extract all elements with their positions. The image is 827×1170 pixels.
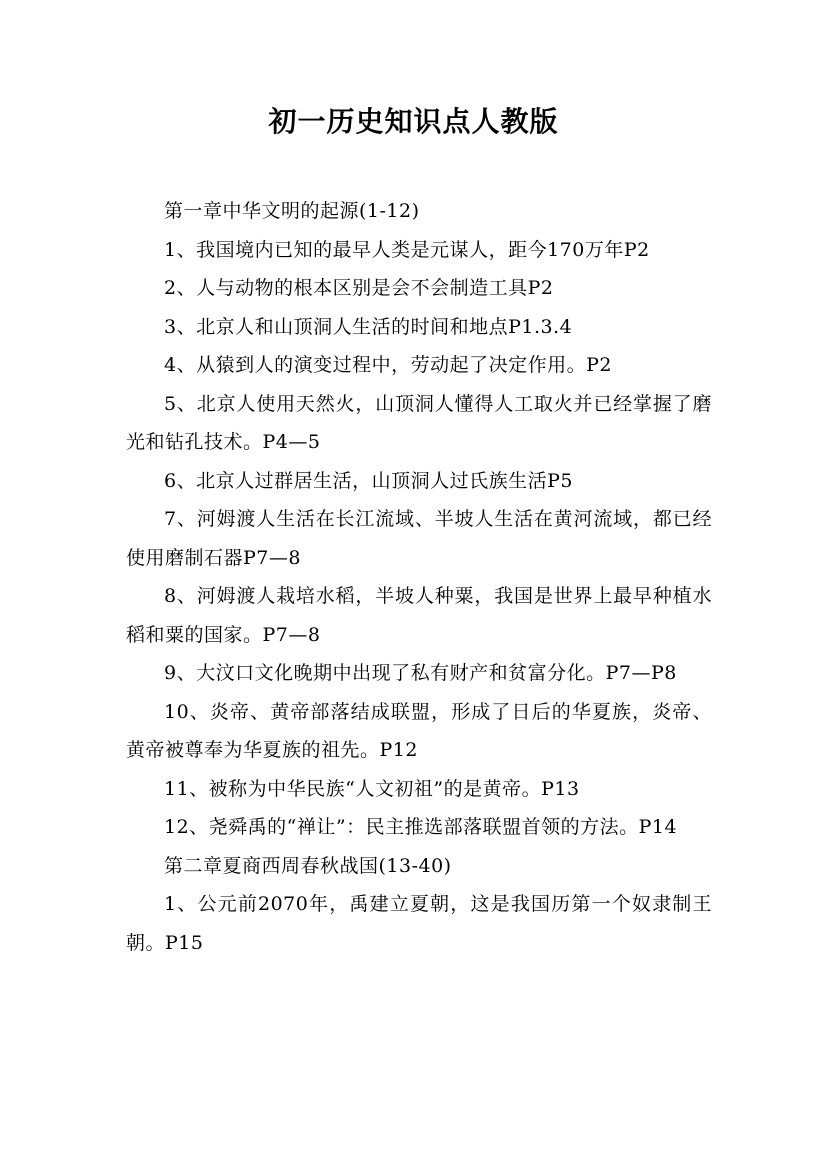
paragraph-3: 3、北京人和山顶洞人生活的时间和地点P1.3.4 xyxy=(164,315,573,338)
paragraph-1: 1、我国境内已知的最早人类是元谋人，距今170万年P2 xyxy=(164,238,650,261)
paragraph-13: 1、公元前2070年，禹建立夏朝，这是我国历第一个奴隶制王朝。P15 xyxy=(126,893,712,954)
paragraph-12: 12、尧舜禹的“禅让”：民主推选部落联盟首领的方法。P14 xyxy=(164,816,678,838)
paragraph-4: 4、从猿到人的演变过程中，劳动起了决定作用。P2 xyxy=(164,354,612,376)
paragraph-9: 9、大汶口文化晚期中出现了私有财产和贫富分化。P7—P8 xyxy=(164,662,677,684)
paragraph-5: 5、北京人使用天然火，山顶洞人懂得人工取火并已经掌握了磨光和钻孔技术。P4—5 xyxy=(126,392,712,453)
chapter-heading-1: 第一章中华文明的起源(1-12) xyxy=(164,200,420,222)
document-title: 初一历史知识点人教版 xyxy=(268,105,559,138)
paragraph-6: 6、北京人过群居生活，山顶洞人过氏族生活P5 xyxy=(164,469,573,492)
chapter-heading-2: 第二章夏商西周春秋战国(13-40) xyxy=(164,854,452,877)
paragraph-2: 2、人与动物的根本区别是会不会制造工具P2 xyxy=(164,277,554,299)
paragraph-7: 7、河姆渡人生活在长江流域、半坡人生活在黄河流域，都已经使用磨制石器P7—8 xyxy=(126,508,712,569)
paragraph-11: 11、被称为中华民族“人文初祖”的是黄帝。P13 xyxy=(164,777,580,800)
paragraph-10: 10、炎帝、黄帝部落结成联盟，形成了日后的华夏族，炎帝、黄帝被尊奉为华夏族的祖先。P12 xyxy=(126,700,712,761)
document-body xyxy=(126,192,712,962)
paragraph-8: 8、河姆渡人栽培水稻，半坡人种粟，我国是世界上最早种植水稻和粟的国家。P7—8 xyxy=(126,585,712,646)
